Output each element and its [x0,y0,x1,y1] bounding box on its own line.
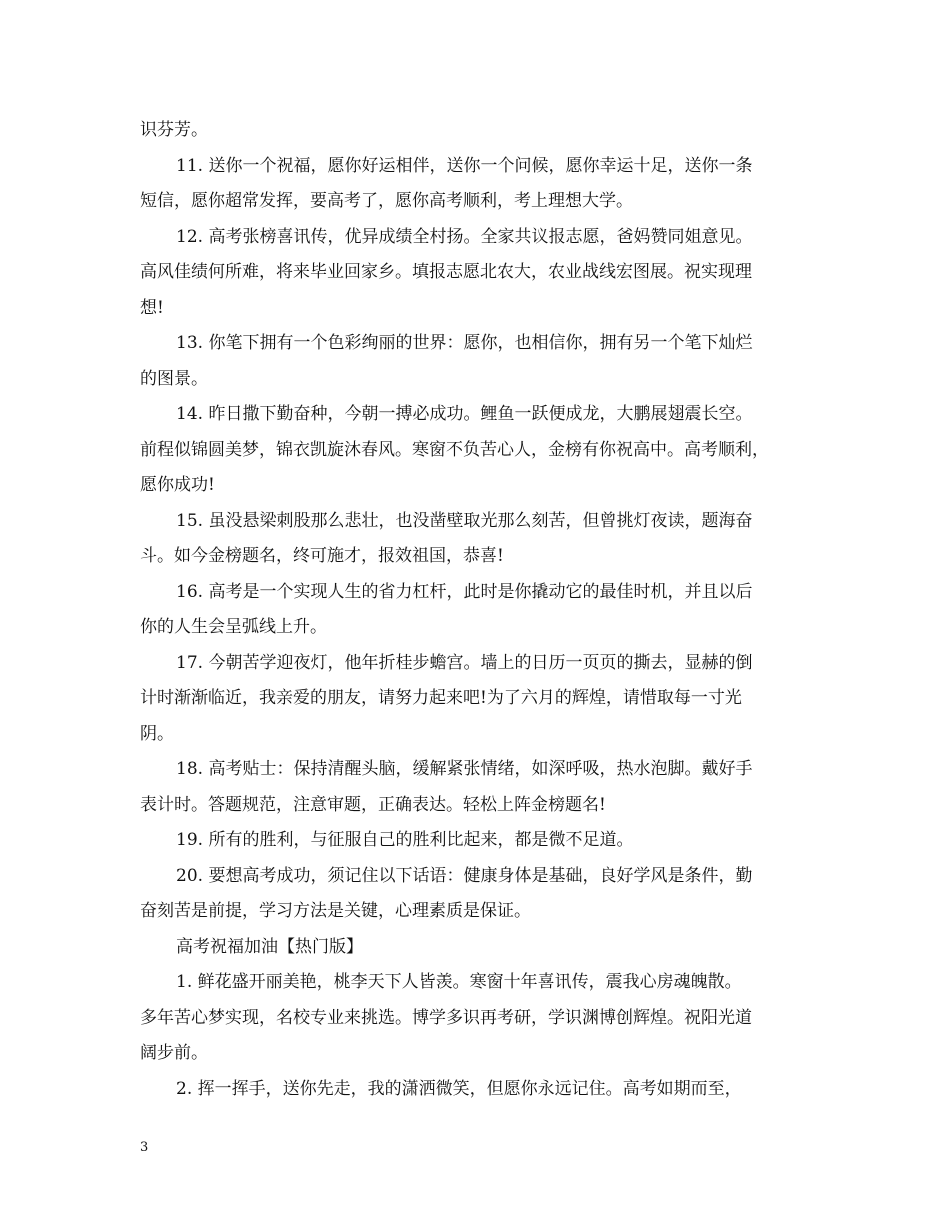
text-line: 阴。 [140,724,174,744]
text-line: 15. 虽没悬梁刺股那么悲壮，也没凿壁取光那么刻苦，但曾挑灯夜读，题海奋 [176,511,753,531]
text-line: 16. 高考是一个实现人生的省力杠杆，此时是你撬动它的最佳时机，并且以后 [176,582,753,602]
text-line: 11. 送你一个祝福，愿你好运相伴，送你一个问候，愿你幸运十足，送你一条 [176,156,753,176]
text-line: 13. 你笔下拥有一个色彩绚丽的世界：愿你，也相信你，拥有另一个笔下灿烂 [176,333,753,353]
text-line: 短信，愿你超常发挥，要高考了，愿你高考顺利，考上理想大学。 [140,191,633,211]
text-line: 1. 鲜花盛开丽美艳，桃李天下人皆羡。寒窗十年喜讯传，震我心房魂魄散。 [176,972,742,992]
text-line: 识芬芳。 [140,120,208,140]
text-line: 12. 高考张榜喜讯传，优异成绩全村扬。全家共议报志愿，爸妈赞同姐意见。 [176,227,753,247]
text-line: 阔步前。 [140,1043,208,1063]
page-number: 3 [140,1140,149,1155]
text-line: 的图景。 [140,369,208,389]
text-line: 19. 所有的胜利，与征服自己的胜利比起来，都是微不足道。 [176,830,634,850]
text-line: 奋刻苦是前提，学习方法是关键，心理素质是保证。 [140,901,531,921]
text-line: 18. 高考贴士：保持清醒头脑，缓解紧张情绪，如深呼吸，热水泡脚。戴好手 [176,759,753,779]
text-line: 愿你成功! [140,475,215,495]
text-line: 想! [140,298,164,318]
text-line: 前程似锦圆美梦，锦衣凯旋沐春风。寒窗不负苦心人，金榜有你祝高中。高考顺利， [140,440,769,460]
text-line: 2. 挥一挥手，送你先走，我的潇洒微笑，但愿你永远记住。高考如期而至， [176,1079,742,1099]
text-line: 20. 要想高考成功，须记住以下话语：健康身体是基础，良好学风是条件，勤 [176,866,753,886]
text-line: 高风佳绩何所难，将来毕业回家乡。填报志愿北农大，农业战线宏图展。祝实现理 [140,262,752,282]
section-heading: 高考祝福加油【热门版】 [176,937,363,957]
text-line: 14. 昨日撒下勤奋种，今朝一搏必成功。鲤鱼一跃便成龙，大鹏展翅震长空。 [176,404,753,424]
text-line: 多年苦心梦实现，名校专业来挑选。博学多识再考研，学识渊博创辉煌。祝阳光道 [140,1008,752,1028]
text-line: 斗。如今金榜题名，终可施才，报效祖国，恭喜! [140,546,504,566]
text-line: 表计时。答题规范，注意审题，正确表达。轻松上阵金榜题名! [140,795,606,815]
text-line: 你的人生会呈弧线上升。 [140,617,327,637]
text-line: 17. 今朝苦学迎夜灯，他年折桂步蟾宫。墙上的日历一页页的撕去，显赫的倒 [176,653,753,673]
text-line: 计时渐渐临近，我亲爱的朋友，请努力起来吧!为了六月的辉煌，请惜取每一寸光 [140,688,742,708]
